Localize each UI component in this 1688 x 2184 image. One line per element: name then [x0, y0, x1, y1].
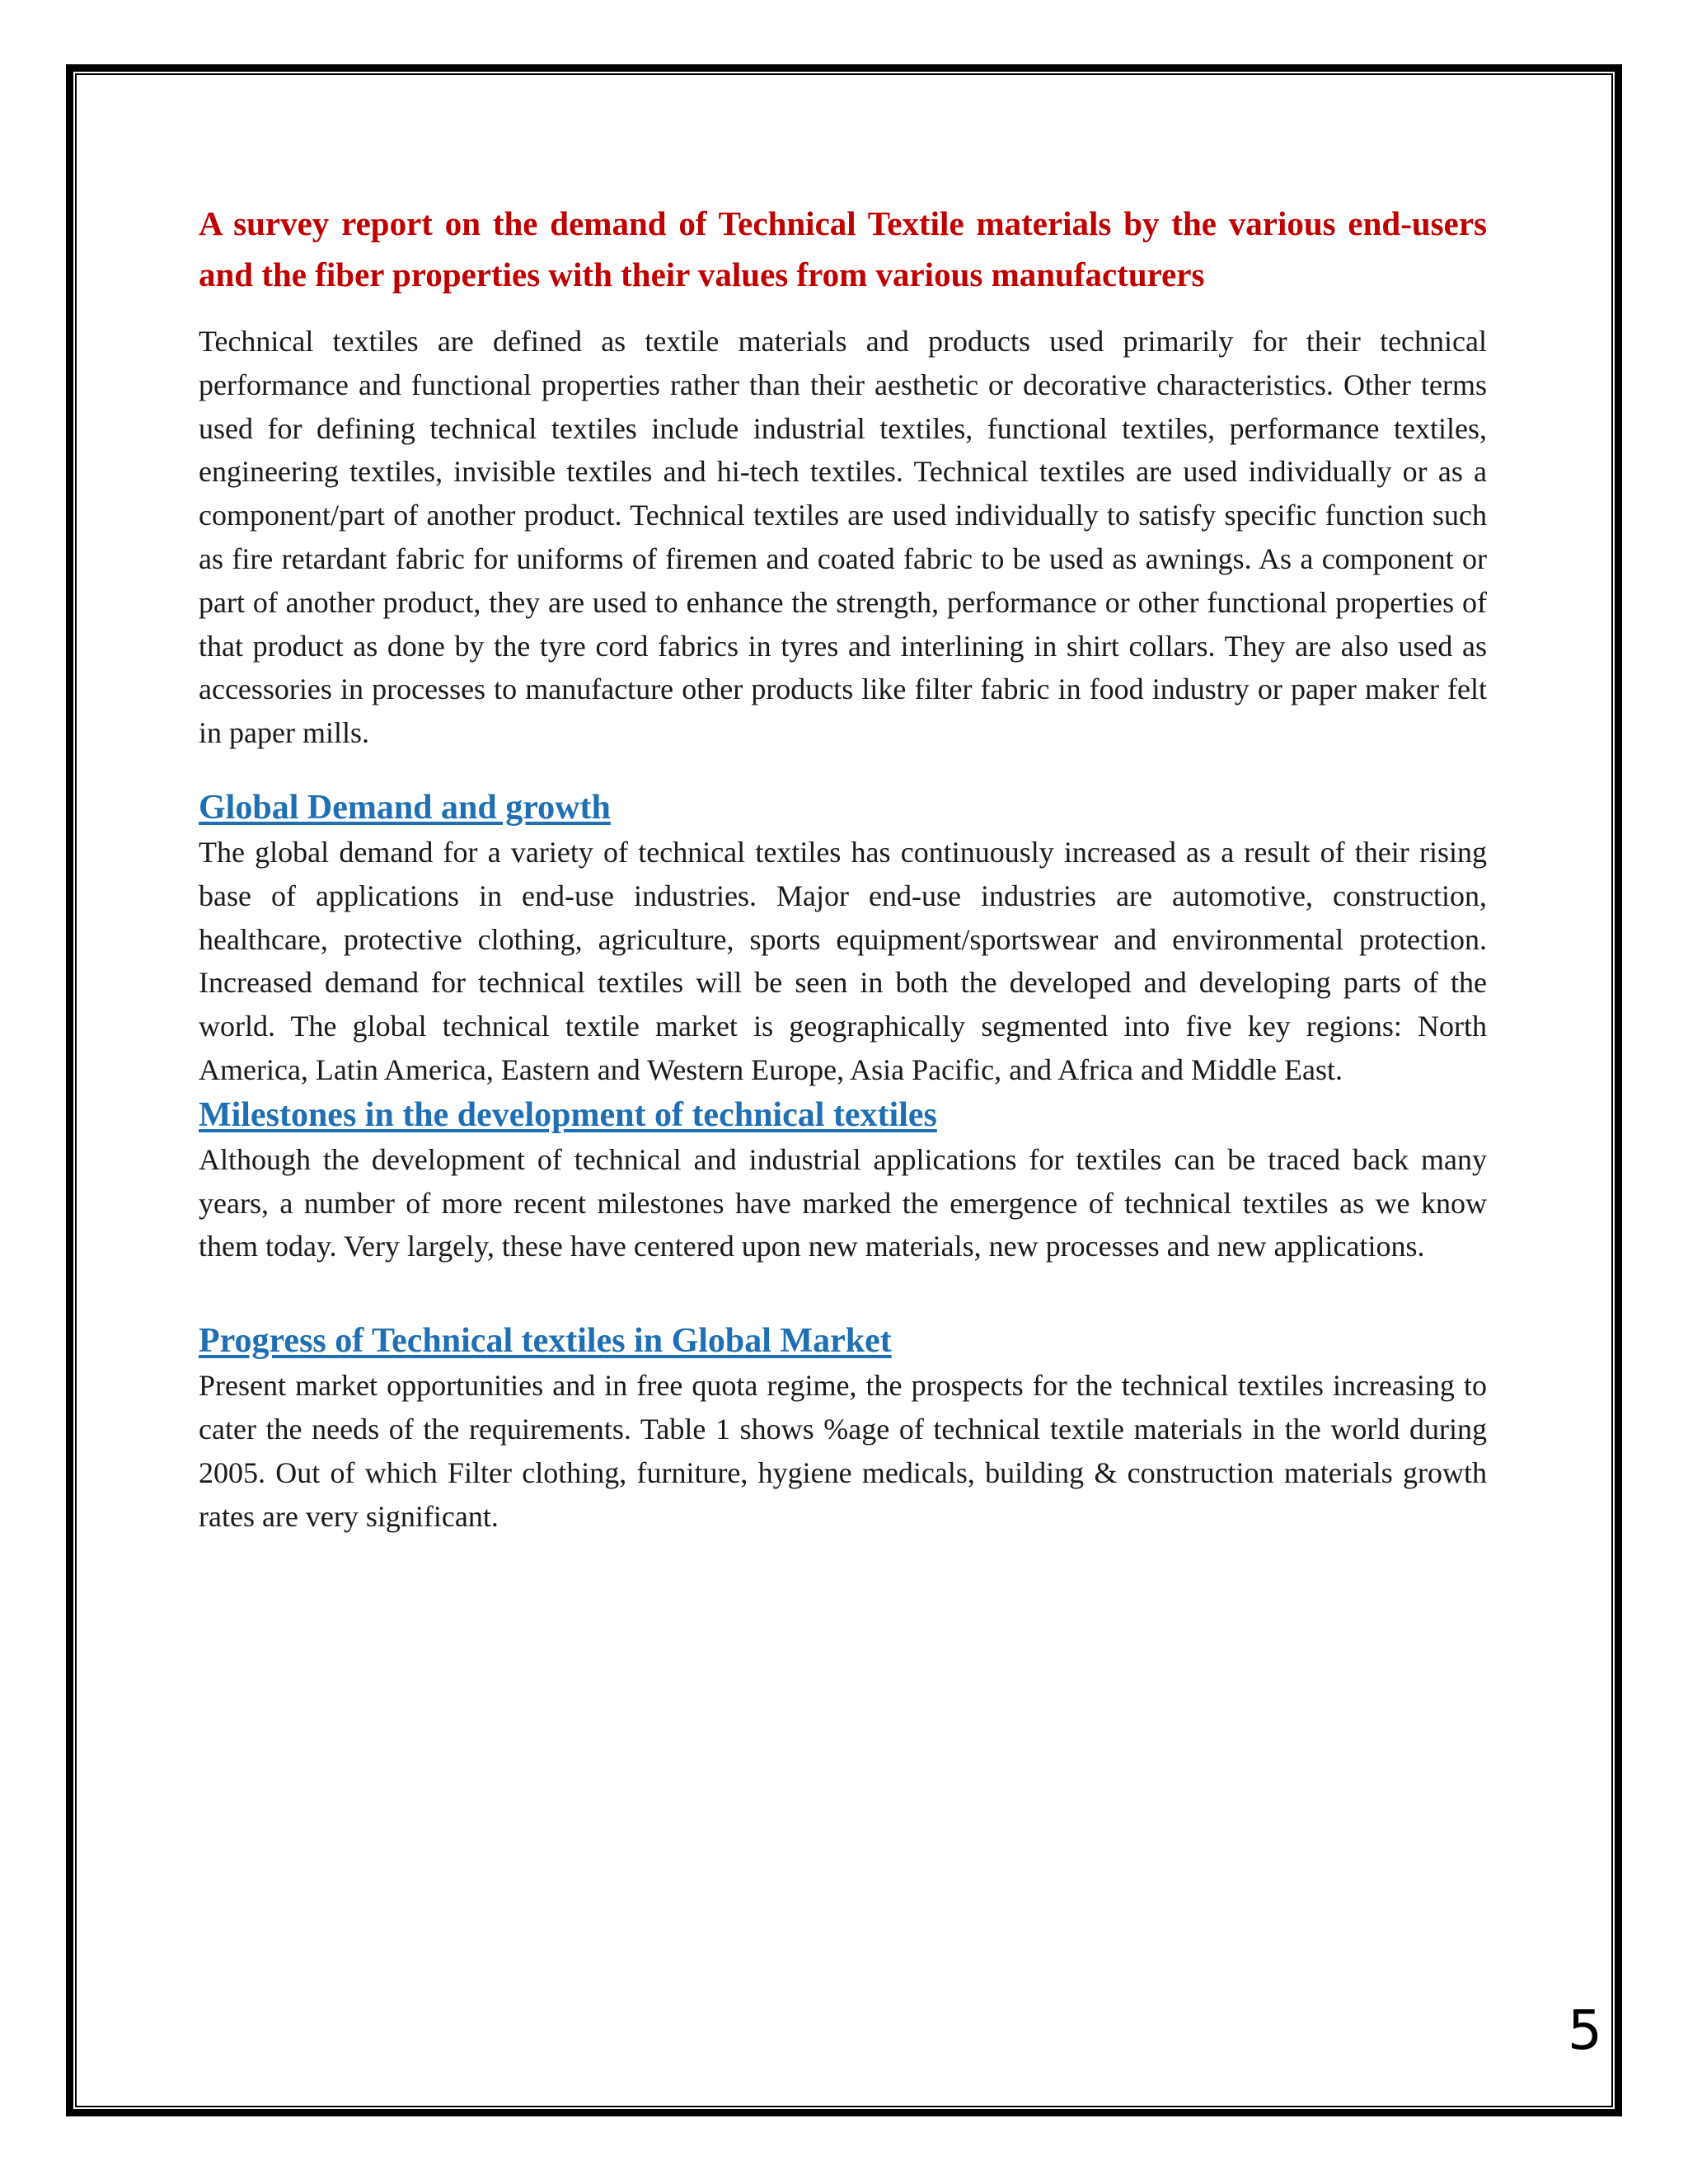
- heading-global-demand: Global Demand and growth: [199, 788, 611, 827]
- intro-paragraph: Technical textiles are defined as textile materials and products used primarily for their technical performance and functional properties rather than their aesthetic or decorative characteristics. Other terms used for defining technical textiles include industrial textiles, functional textiles, performance textiles, engineering textiles, invisible textiles and hi-tech textiles. Technical textiles are used individually or as a component/part of another product. Technical textiles are used individually to satisfy specific function such as fire retardant fabric for uniforms of firemen and coated fabric to be used as awnings. As a component or part of another product, they are used to enhance the strength, performance or other functional properties of that product as done by the tyre cord fabrics in tyres and interlining in shirt collars. They are also used as accessories in processes to manufacture other products like filter fabric in food industry or paper maker felt in paper mills.: [199, 325, 1487, 750]
- paragraph-global-demand: The global demand for a variety of technical textiles has continuously increased as a result of their rising base of applications in end-use industries. Major end-use industries are automotive, construction, healthcare, protective clothing, agriculture, sports equipment/sportswear and environmental protection. Increased demand for technical textiles will be seen in both the developed and developing parts of the world. The global technical textile market is geographically segmented into five key regions: North America, Latin America, Eastern and Western Europe, Asia Pacific, and Africa and Middle East.: [199, 835, 1487, 1086]
- page-number: 5: [1568, 1999, 1602, 2062]
- report-title: A survey report on the demand of Technical Textile materials by the various end-users and the fiber properties with their values from various manufacturers: [199, 204, 1487, 293]
- heading-milestones: Milestones in the development of technical textiles: [199, 1095, 937, 1134]
- paragraph-milestones: Although the development of technical and industrial applications for textiles can be traced back many years, a number of more recent milestones have marked the emergence of technical textiles as we know them today. Very largely, these have centered upon new materials, new processes and new applications.: [199, 1142, 1487, 1263]
- document-body: [199, 198, 1487, 1538]
- heading-progress-global-market: Progress of Technical textiles in Global Market: [199, 1322, 892, 1361]
- paragraph-progress-global-market: Present market opportunities and in free quota regime, the prospects for the technical textiles increasing to cater the needs of the requirements. Table 1 shows %age of technical textile materials in the world during 2005. Out of which Filter clothing, furniture, hygiene medicals, building & construction materials growth rates are very significant.: [199, 1369, 1487, 1533]
